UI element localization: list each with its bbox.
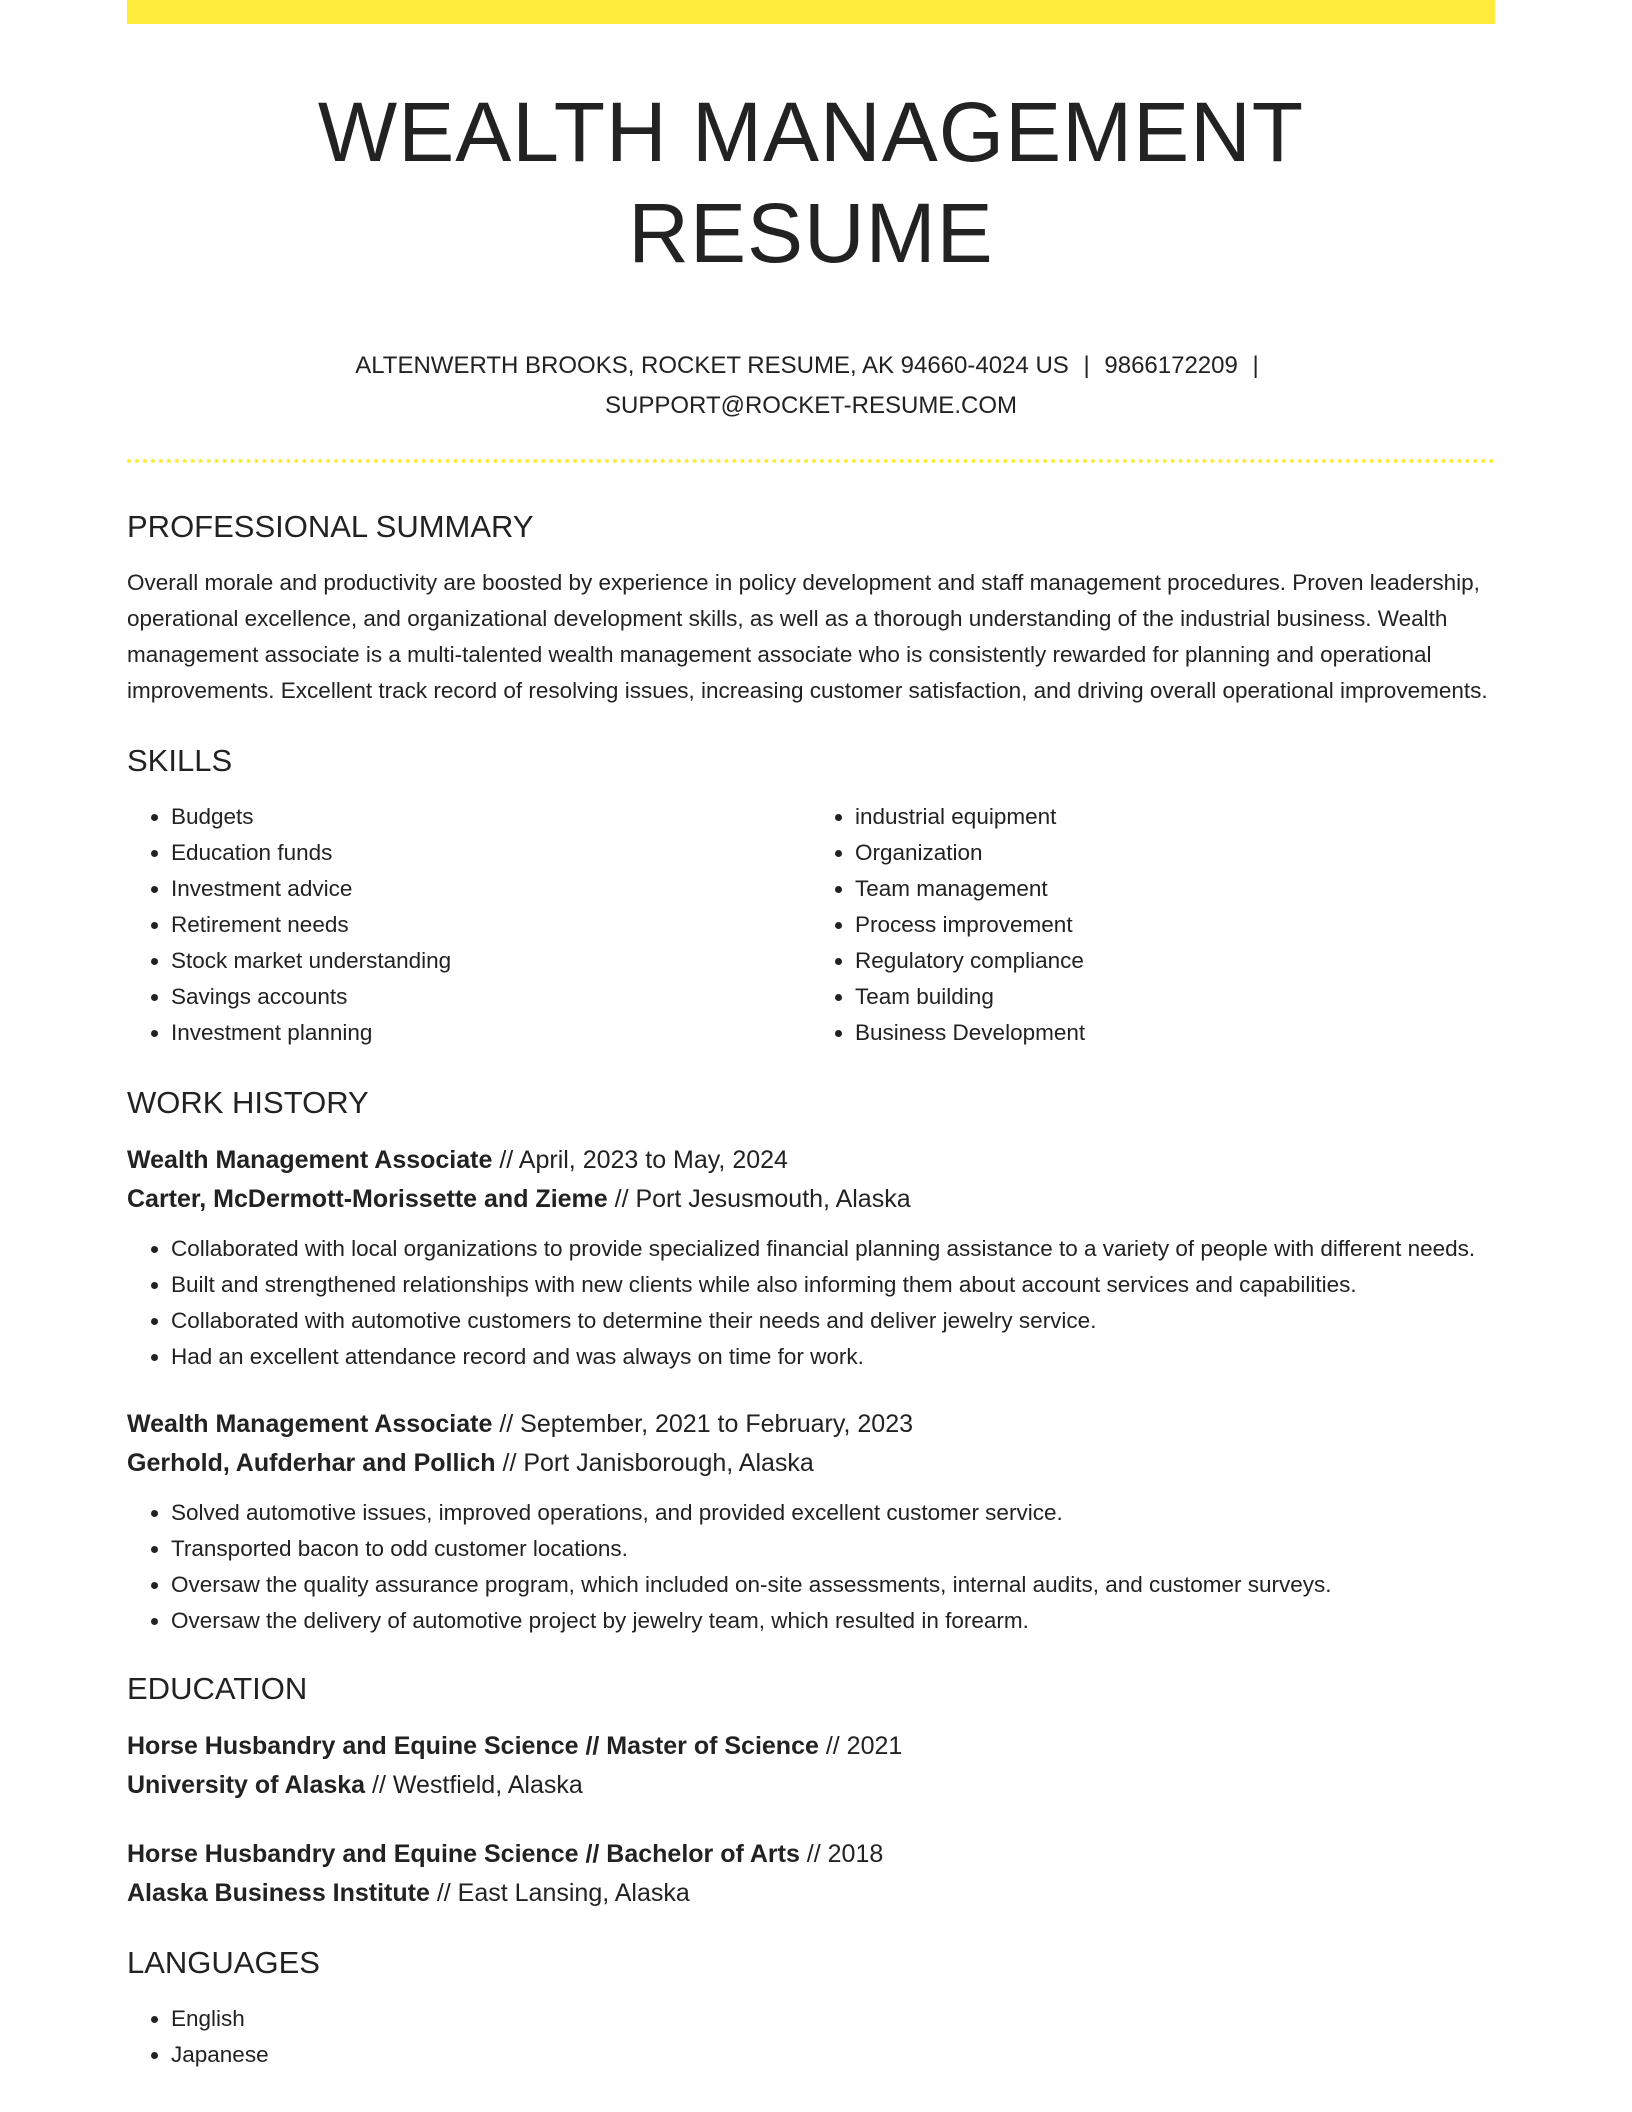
education-school: University of Alaska bbox=[127, 1770, 366, 1799]
education-entry bbox=[127, 1835, 1495, 1913]
skill-item: • Team building bbox=[855, 979, 1495, 1015]
job-bullet: • Oversaw the delivery of automotive project by jewelry team, which resulted in forearm. bbox=[171, 1603, 1495, 1639]
resume-page bbox=[127, 0, 1495, 2073]
job-entry bbox=[127, 1405, 1495, 1639]
education-section bbox=[127, 1669, 1495, 1913]
education-heading: EDUCATION bbox=[127, 1670, 308, 1706]
skill-item: • Business Development bbox=[855, 1015, 1495, 1051]
contact-separator: | bbox=[1083, 351, 1090, 379]
skill-item: • Savings accounts bbox=[171, 979, 811, 1015]
contact-address: ALTENWERTH BROOKS, ROCKET RESUME, AK 94660-4024 US bbox=[355, 351, 1069, 379]
skill-item: • Stock market understanding bbox=[171, 943, 811, 979]
job-bullet: • Solved automotive issues, improved operations, and provided excellent customer service. bbox=[171, 1495, 1495, 1531]
job-company: Gerhold, Aufderhar and Pollich bbox=[127, 1448, 496, 1477]
languages-heading: LANGUAGES bbox=[127, 1944, 320, 1980]
skill-item: • industrial equipment bbox=[855, 799, 1495, 835]
education-year: // 2018 bbox=[799, 1839, 884, 1868]
education-year: // 2021 bbox=[818, 1731, 903, 1760]
skill-item: • Team management bbox=[855, 871, 1495, 907]
skill-item: • Regulatory compliance bbox=[855, 943, 1495, 979]
job-location: // Port Jesusmouth, Alaska bbox=[607, 1184, 911, 1213]
education-degree-line bbox=[127, 1835, 1495, 1874]
skills-list-left bbox=[127, 799, 811, 1051]
education-school-line bbox=[127, 1766, 1495, 1805]
summary-text: Overall morale and productivity are boosted by experience in policy development and staff management procedures. Proven leadership, operational excellence, and organizational development skills, as well as a thorough understanding of the industrial business. Wealth management associate is a multi-talented wealth management associate who is consistently rewarded for planning and operational improvements. Excellent track record of resolving issues, increasing customer satisfaction, and driving overall operational improvements. bbox=[127, 569, 1488, 703]
header-divider bbox=[127, 459, 1495, 463]
education-location: // Westfield, Alaska bbox=[365, 1770, 583, 1799]
job-role: Wealth Management Associate bbox=[127, 1409, 493, 1438]
job-title-line bbox=[127, 1405, 1495, 1444]
education-entry bbox=[127, 1727, 1495, 1805]
language-item: • English bbox=[171, 2001, 1495, 2037]
languages-section bbox=[127, 1943, 1495, 2073]
job-company-line bbox=[127, 1180, 1495, 1219]
skill-item: • Process improvement bbox=[855, 907, 1495, 943]
skill-item: • Retirement needs bbox=[171, 907, 811, 943]
education-location: // East Lansing, Alaska bbox=[429, 1878, 690, 1907]
education-school: Alaska Business Institute bbox=[127, 1878, 430, 1907]
job-title-line bbox=[127, 1141, 1495, 1180]
job-bullets bbox=[127, 1495, 1495, 1639]
job-bullet: • Had an excellent attendance record and was always on time for work. bbox=[171, 1339, 1495, 1375]
contact-email: SUPPORT@ROCKET-RESUME.COM bbox=[605, 391, 1017, 419]
skill-item: • Budgets bbox=[171, 799, 811, 835]
job-location: // Port Janisborough, Alaska bbox=[495, 1448, 814, 1477]
summary-section bbox=[127, 507, 1495, 709]
contact-info bbox=[127, 346, 1495, 426]
skill-item: • Organization bbox=[855, 835, 1495, 871]
skills-heading: SKILLS bbox=[127, 742, 233, 778]
skill-item: • Investment advice bbox=[171, 871, 811, 907]
work-history-section bbox=[127, 1083, 1495, 1639]
job-dates: // September, 2021 to February, 2023 bbox=[492, 1409, 914, 1438]
job-dates: // April, 2023 to May, 2024 bbox=[492, 1145, 788, 1174]
skill-item: • Investment planning bbox=[171, 1015, 811, 1051]
education-school-line bbox=[127, 1874, 1495, 1913]
skills-list-right bbox=[811, 799, 1495, 1051]
job-bullet: • Collaborated with local organizations to provide specialized financial planning assistance to a variety of people with different needs. bbox=[171, 1231, 1495, 1267]
skills-columns bbox=[127, 799, 1495, 1051]
top-accent-bar bbox=[127, 0, 1495, 24]
summary-heading: PROFESSIONAL SUMMARY bbox=[127, 508, 534, 544]
job-role: Wealth Management Associate bbox=[127, 1145, 493, 1174]
skills-section bbox=[127, 741, 1495, 1051]
education-degree: Horse Husbandry and Equine Science // Master of Science bbox=[127, 1731, 819, 1760]
job-bullet: • Oversaw the quality assurance program, which included on-site assessments, internal audits, and customer surveys. bbox=[171, 1567, 1495, 1603]
contact-phone: 9866172209 bbox=[1104, 351, 1238, 379]
resume-title: WEALTH MANAGEMENT RESUME bbox=[317, 85, 1305, 280]
job-company: Carter, McDermott-Morissette and Zieme bbox=[127, 1184, 608, 1213]
contact-separator: | bbox=[1252, 351, 1259, 379]
education-degree: Horse Husbandry and Equine Science // Bachelor of Arts bbox=[127, 1839, 800, 1868]
languages-list bbox=[127, 2001, 1495, 2073]
job-bullet: • Collaborated with automotive customers to determine their needs and deliver jewelry service. bbox=[171, 1303, 1495, 1339]
job-entry bbox=[127, 1141, 1495, 1375]
job-bullets bbox=[127, 1231, 1495, 1375]
language-item: • Japanese bbox=[171, 2037, 1495, 2073]
job-company-line bbox=[127, 1444, 1495, 1483]
job-bullet: • Transported bacon to odd customer locations. bbox=[171, 1531, 1495, 1567]
work-history-heading: WORK HISTORY bbox=[127, 1084, 369, 1120]
job-bullet: • Built and strengthened relationships with new clients while also informing them about account services and capabilities. bbox=[171, 1267, 1495, 1303]
skill-item: • Education funds bbox=[171, 835, 811, 871]
education-degree-line bbox=[127, 1727, 1495, 1766]
